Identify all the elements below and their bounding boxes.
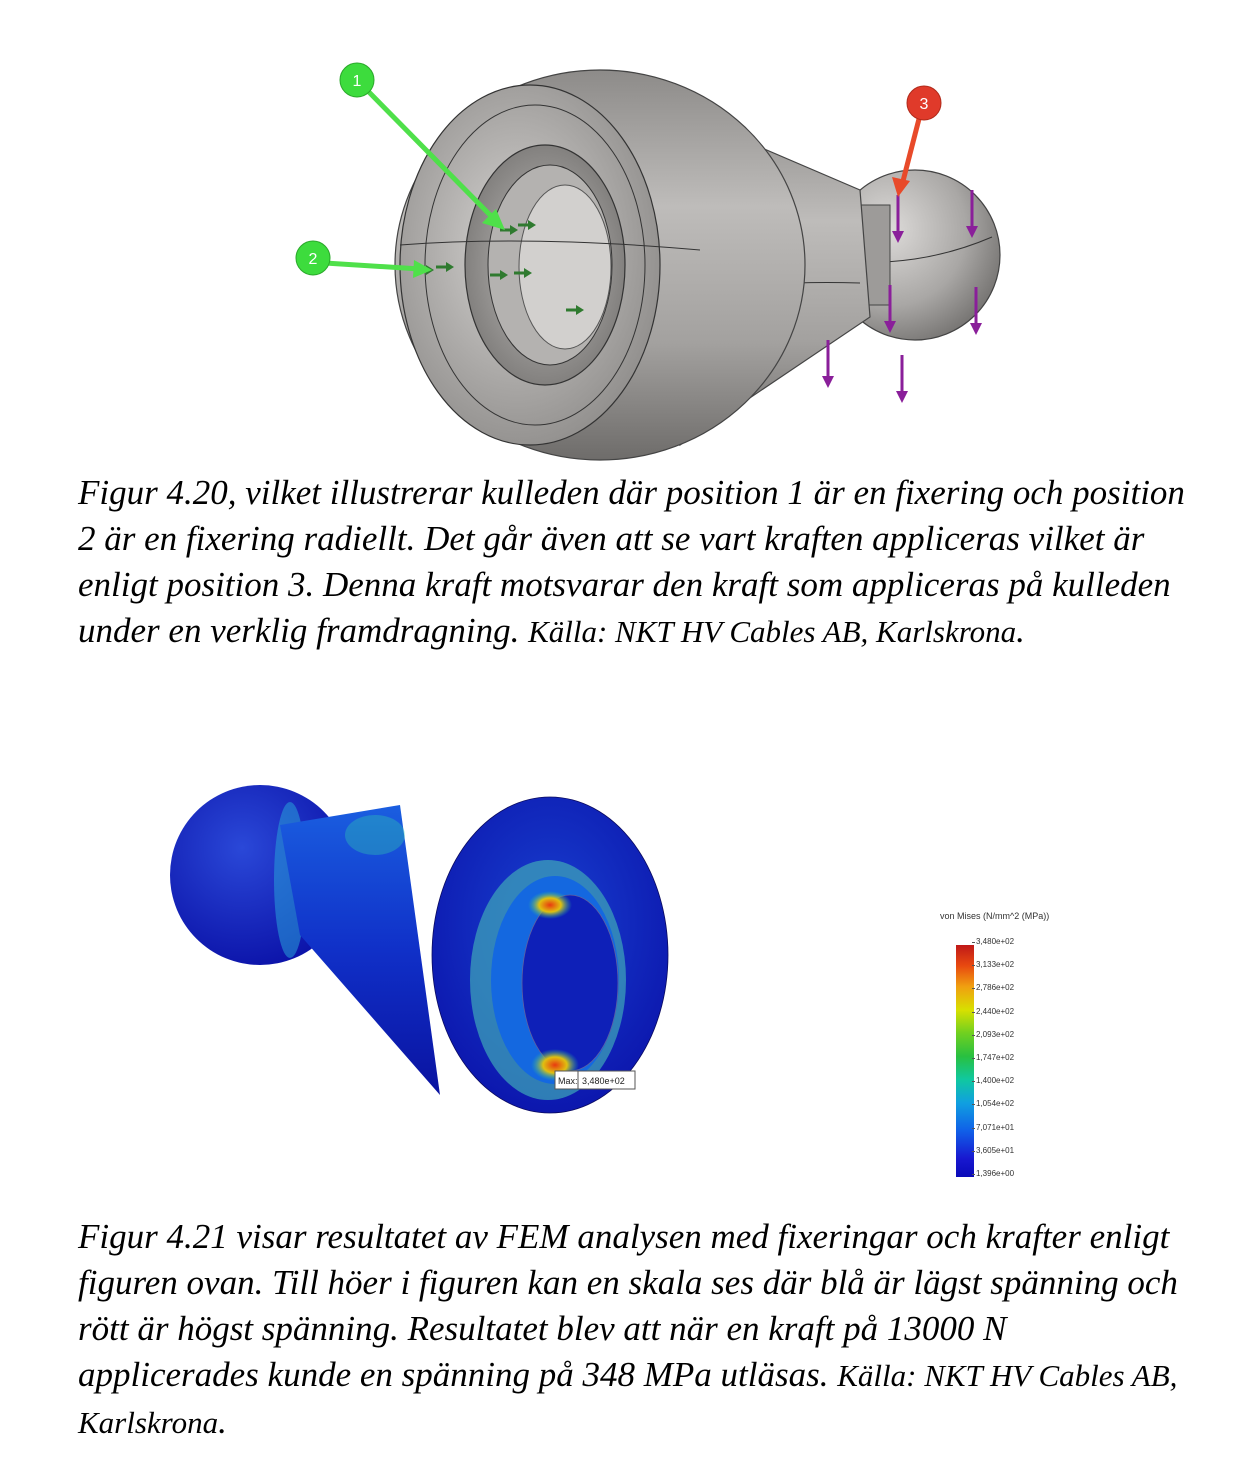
legend-tick: 3,605e+01 (976, 1145, 1015, 1155)
von-mises-legend (940, 905, 1120, 1185)
caption-text: Figur 4.21 visar resultatet av FEM analysen med fixeringar och krafter enligt figuren ovan. Till höer i figuren kan en skala ses där blå är lägst spänning och rött är högst spänning. Resultatet blev att när en kraft på 13000 N applicerades kunde en spänning på 348 MPa utläsas. (78, 1217, 1178, 1394)
marker-3 (907, 86, 941, 120)
fem-model (170, 785, 668, 1113)
legend-tick: 1,400e+02 (976, 1076, 1015, 1086)
svg-text:Max:: Max: (558, 1076, 578, 1086)
figure-4-21-caption (78, 1214, 1188, 1446)
legend-tick: 1,747e+02 (976, 1053, 1015, 1062)
svg-text:1: 1 (352, 73, 362, 90)
legend-tick: 3,480e+02 (976, 937, 1015, 946)
ball-joint-fixture-figure (280, 55, 1040, 465)
legend-tick: 1,054e+02 (976, 1099, 1015, 1109)
legend-tick: 7,071e+01 (976, 1122, 1015, 1132)
svg-text:3,480e+02: 3,480e+02 (582, 1076, 625, 1086)
ball-joint-model (395, 70, 1000, 460)
marker-1 (340, 63, 374, 97)
caption-end: . (1016, 611, 1025, 650)
caption-text: Figur 4.20, vilket illustrerar kulleden där position 1 är en fixering och position 2 är en fixering radiellt. Det går även att se vart kraften appliceras vilket är enligt position 3. Denna kraft motsvarar den kraft som appliceras på kulleden under en verklig framdragning. (78, 473, 1185, 650)
svg-text:2: 2 (308, 251, 318, 268)
max-stress-label (555, 1071, 635, 1089)
caption-source: Källa: NKT HV Cables AB, Karlskrona (528, 614, 1017, 649)
figure-4-20-caption (78, 470, 1188, 655)
legend-tick: 3,133e+02 (976, 960, 1015, 970)
legend-tick: 2,093e+02 (976, 1029, 1015, 1039)
legend-tick: 2,786e+02 (976, 983, 1015, 993)
legend-title: von Mises (N/mm^2 (MPa)) (940, 911, 1050, 921)
legend-color-bar (956, 945, 974, 1177)
legend-tick: 2,440e+02 (976, 1006, 1015, 1016)
force-arrow (896, 355, 908, 403)
svg-text:3: 3 (919, 96, 929, 113)
caption-end: . (218, 1402, 227, 1441)
caption-source: Källa: NKT HV Cables AB, Karlskrona (78, 1358, 1178, 1440)
fem-result-figure (160, 765, 700, 1145)
marker-2 (296, 241, 330, 275)
legend-tick: 1,396e+00 (976, 1169, 1015, 1178)
